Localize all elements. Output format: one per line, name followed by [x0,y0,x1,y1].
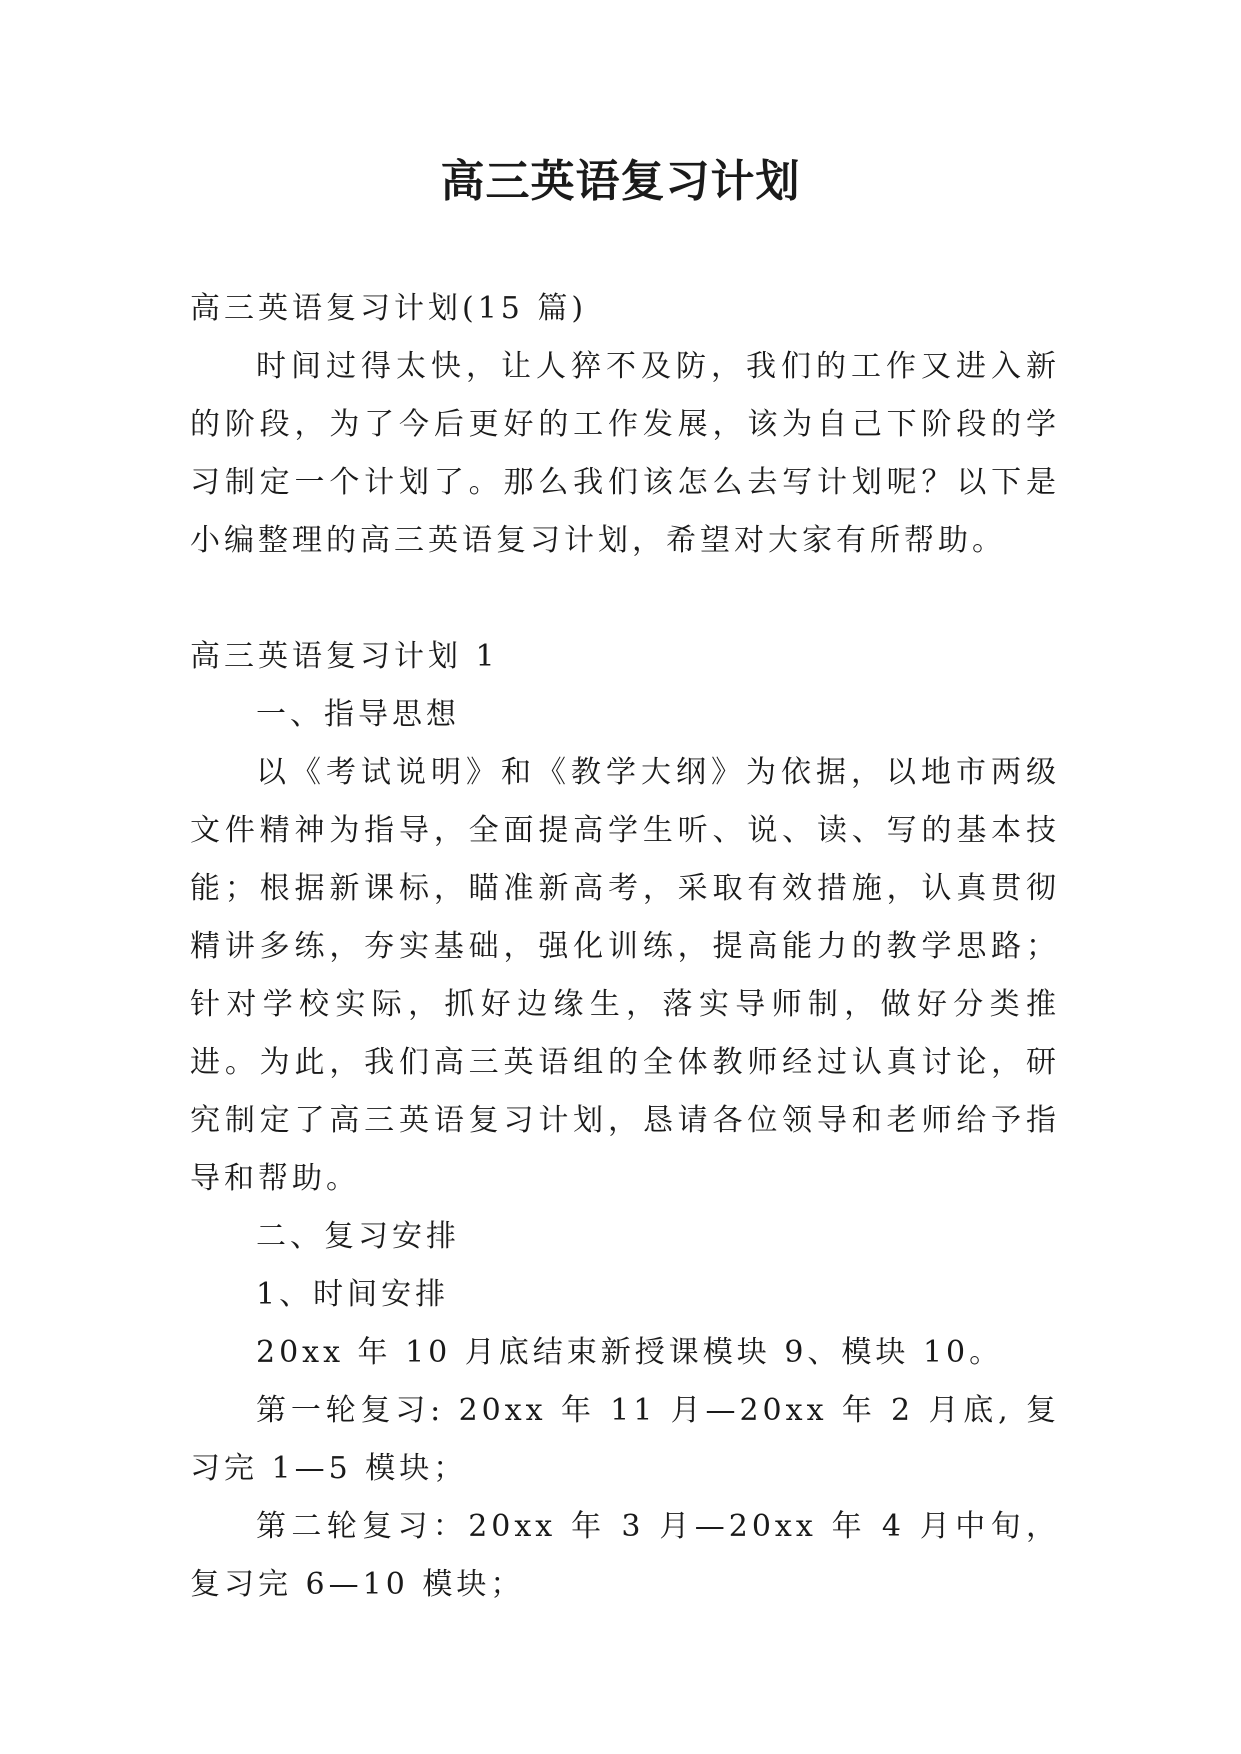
document-title: 高三英语复习计划 [440,156,801,207]
heading-guiding-thought: 一、指导思想 [256,697,460,732]
heading-time-arrangement: 1、时间安排 [256,1277,450,1312]
document-subtitle: 高三英语复习计划(15 篇) [190,291,588,326]
schedule-item: 20xx 年 10 月底结束新授课模块 9、模块 10。 [256,1335,1004,1370]
intro-paragraph: 时间过得太快，让人猝不及防，我们的工作又进入新的阶段，为了今后更好的工作发展，该为自己下阶段的学习制定一个计划了。那么我们该怎么去写计划呢？以下是小编整理的高三英语复习计划，希望对大家有所帮助。 [190,349,1060,558]
heading-review-arrangement: 二、复习安排 [256,1219,460,1254]
guiding-thought-paragraph: 以《考试说明》和《教学大纲》为依据，以地市两级文件精神为指导，全面提高学生听、说、读、写的基本技能；根据新课标，瞄准新高考，采取有效措施，认真贯彻精讲多练，夯实基础，强化训练，提高能力的教学思路；针对学校实际，抓好边缘生，落实导师制，做好分类推进。为此，我们高三英语组的全体教师经过认真讨论，研究制定了高三英语复习计划，恳请各位领导和老师给予指导和帮助。 [190,755,1060,1196]
document-body [190,280,1060,1614]
paragraph-spacer [190,570,1060,628]
schedule-item: 第一轮复习: 20xx 年 11 月—20xx 年 2 月底, 复习完 1—5 模块； [190,1393,1060,1486]
schedule-item: 第二轮复习：20xx 年 3 月—20xx 年 4 月中旬，复习完 6—10 模块； [190,1509,1060,1602]
section-title: 高三英语复习计划 1 [190,639,499,674]
